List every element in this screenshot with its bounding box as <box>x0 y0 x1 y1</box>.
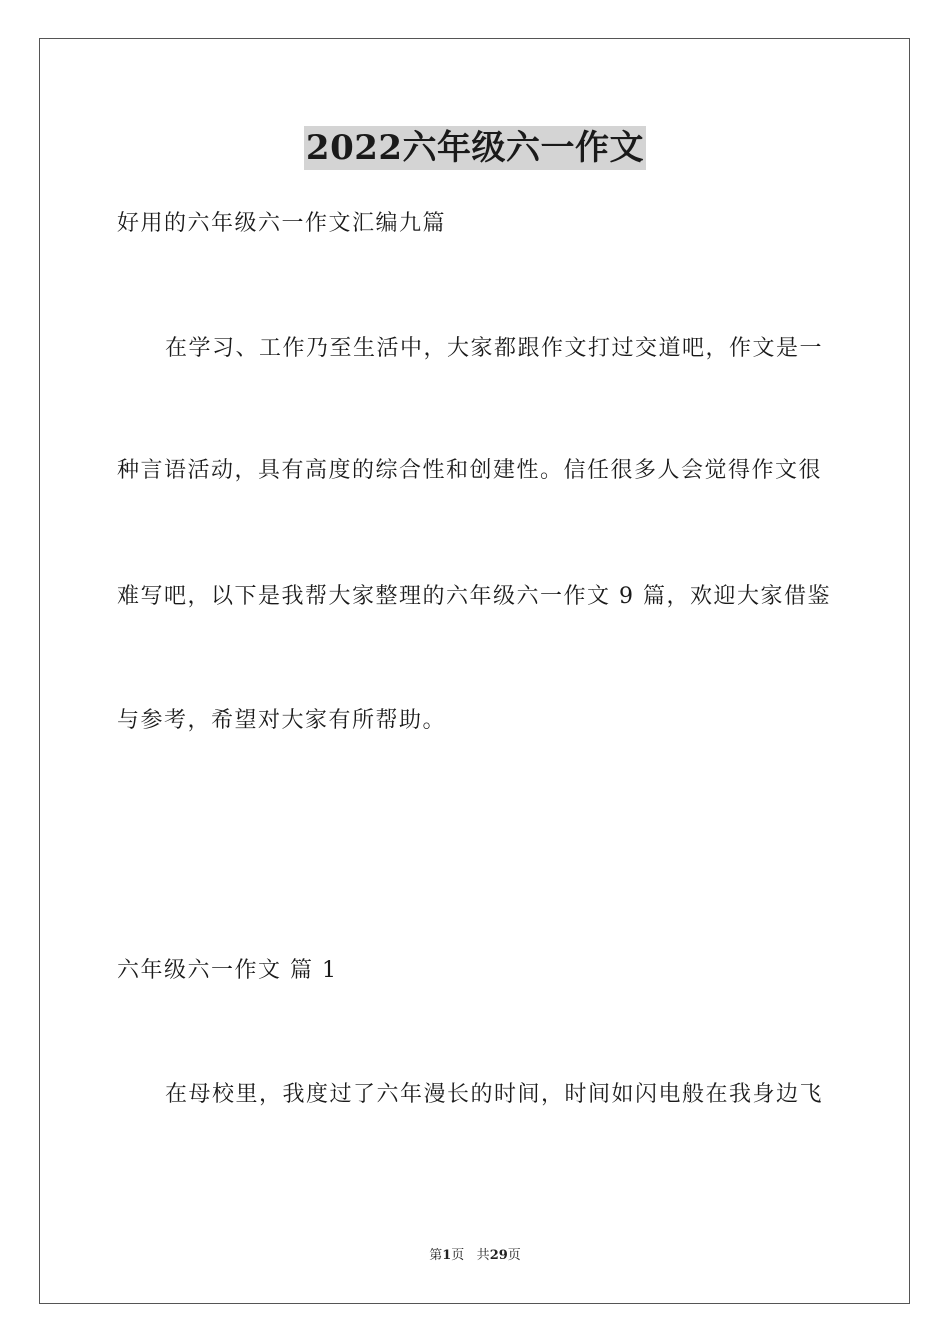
intro-line-2: 种言语活动，具有高度的综合性和创建性。信任很多人会觉得作文很 <box>117 458 823 483</box>
intro-line-4: 与参考，希望对大家有所帮助。 <box>117 708 447 733</box>
title-container <box>0 126 950 170</box>
footer-page-prefix: 第 <box>429 1248 443 1263</box>
section-heading: 六年级六一作文 篇 1 <box>117 958 338 983</box>
footer-total-pages: 29 <box>489 1248 508 1263</box>
footer-total-prefix: 共 <box>476 1248 490 1263</box>
footer-page-suffix: 页 <box>451 1248 465 1263</box>
intro-line-3: 难写吧，以下是我帮大家整理的六年级六一作文 9 篇，欢迎大家借鉴 <box>117 584 831 609</box>
section-line-1: 在母校里，我度过了六年漫长的时间，时间如闪电般在我身边飞 <box>165 1082 824 1107</box>
document-subtitle: 好用的六年级六一作文汇编九篇 <box>117 211 447 236</box>
footer-page-number: 1 <box>442 1248 452 1263</box>
page-footer <box>0 1247 950 1265</box>
intro-line-1: 在学习、工作乃至生活中，大家都跟作文打过交道吧，作文是一 <box>165 336 824 361</box>
footer-total-suffix: 页 <box>507 1248 521 1263</box>
document-title: 2022六年级六一作文 <box>305 128 645 168</box>
